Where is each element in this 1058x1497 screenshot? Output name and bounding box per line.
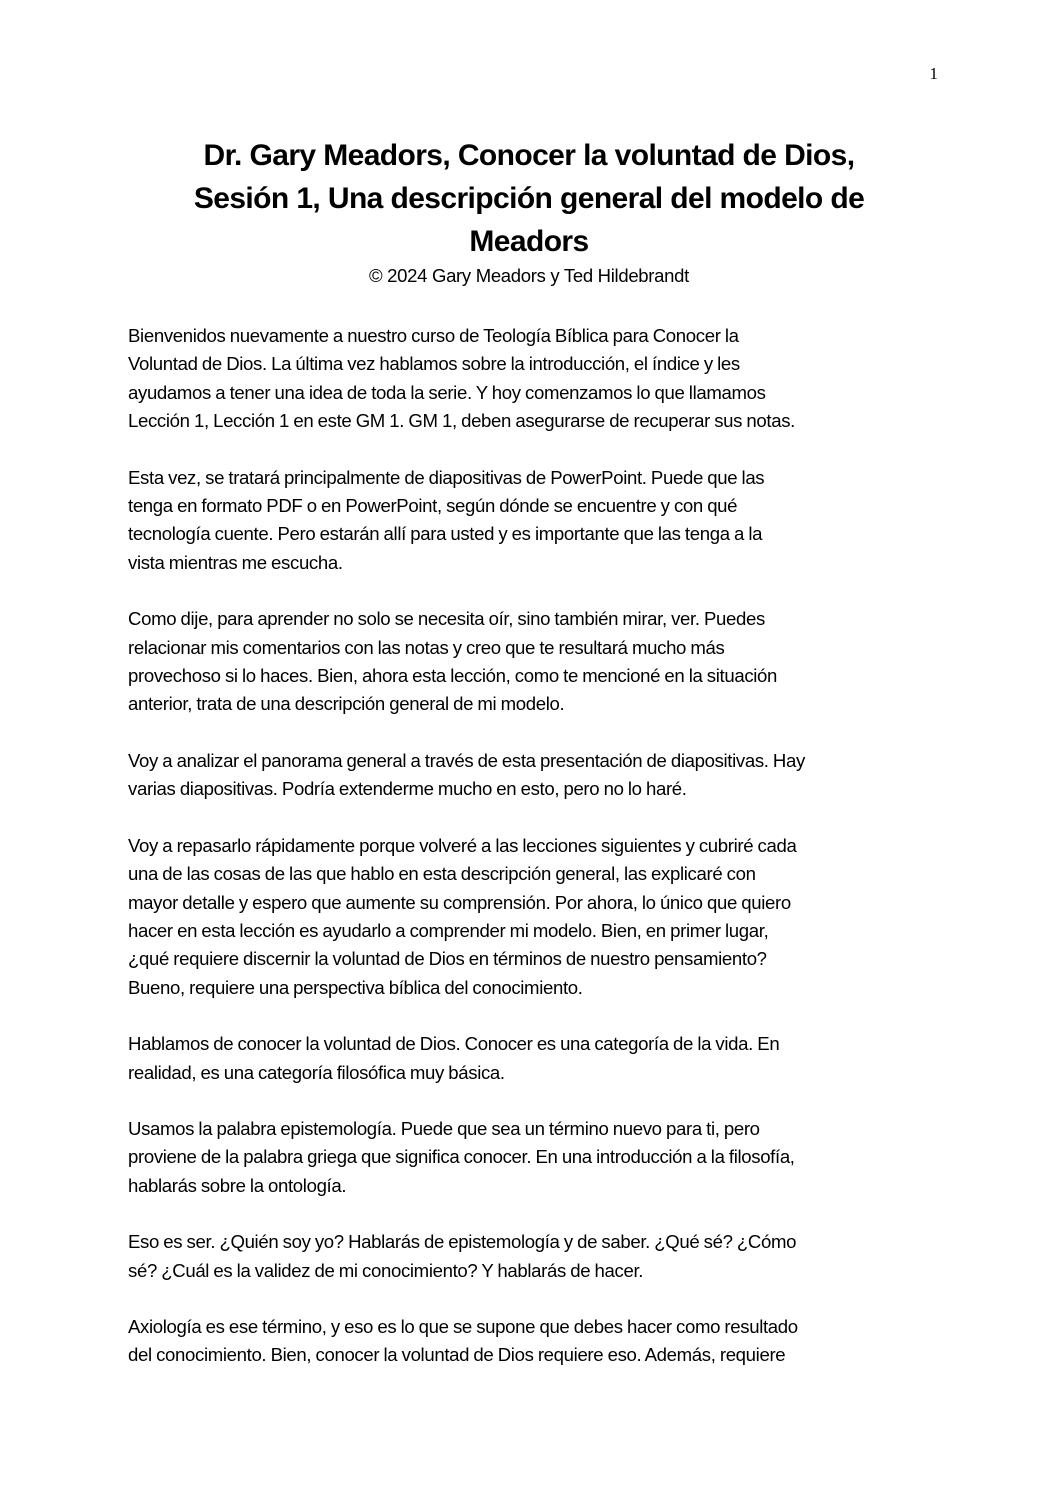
text-line: sé? ¿Cuál es la validez de mi conocimiento? Y hablarás de hacer.: [128, 1259, 644, 1281]
text-line: Bienvenidos nuevamente a nuestro curso de Teología Bíblica para Conocer la: [128, 325, 739, 346]
text-line: mayor detalle y espero que aumente su comprensión. Por ahora, lo único que quiero: [128, 891, 791, 913]
text-line: hacer en esta lección es ayudarlo a comprender mi modelo. Bien, en primer lugar,: [128, 919, 769, 941]
text-line: relacionar mis comentarios con las notas y creo que te resultará mucho más: [128, 636, 725, 658]
text-line: Axiología es ese término, y eso es lo que se supone que debes hacer como resultado: [128, 1315, 798, 1337]
copyright-notice: © 2024 Gary Meadors y Ted Hildebrandt: [369, 265, 689, 286]
title-line: Dr. Gary Meadors, Conocer la voluntad de Dios,: [203, 139, 855, 172]
page-number: 1: [929, 64, 938, 83]
paragraph-slides: [128, 464, 948, 578]
text-line: ¿qué requiere discernir la voluntad de Dios en términos de nuestro pensamiento?: [128, 948, 767, 970]
text-line: una de las cosas de las que hablo en esta descripción general, las explicaré con: [128, 863, 756, 885]
text-line: del conocimiento. Bien, conocer la voluntad de Dios requiere eso. Además, requiere: [128, 1344, 786, 1366]
title-line: Meadors: [469, 225, 589, 258]
text-line: ayudamos a tener una idea de toda la serie. Y hoy comenzamos lo que llamamos: [128, 381, 766, 403]
text-line: provechoso si lo haces. Bien, ahora esta lección, como te mencioné en la situación: [128, 665, 778, 687]
text-line: tenga en formato PDF o en PowerPoint, según dónde se encuentre y con qué: [128, 495, 738, 517]
text-line: Usamos la palabra epistemología. Puede que sea un término nuevo para ti, pero: [128, 1117, 760, 1139]
text-line: Voy a analizar el panorama general a través de esta presentación de diapositivas. Hay: [128, 749, 805, 771]
text-line: Voy a repasarlo rápidamente porque volveré a las lecciones siguientes y cubriré cada: [128, 834, 797, 856]
paragraph-epistemology: [128, 1115, 948, 1200]
text-line: Como dije, para aprender no solo se necesita oír, sino también mirar, ver. Puedes: [128, 608, 765, 630]
paragraph-axiology: [128, 1313, 948, 1370]
text-line: Bueno, requiere una perspectiva bíblica del conocimiento.: [128, 976, 583, 998]
text-line: hablarás sobre la ontología.: [128, 1174, 347, 1196]
text-line: varias diapositivas. Podría extenderme mucho en esto, pero no lo haré.: [128, 778, 687, 800]
document-header: [128, 134, 930, 289]
document-body: [128, 322, 948, 1398]
paragraph-knowing: [128, 1030, 948, 1087]
text-line: Voluntad de Dios. La última vez hablamos sobre la introducción, el índice y les: [128, 353, 740, 375]
text-line: anterior, trata de una descripción general de mi modelo.: [128, 693, 565, 715]
paragraph-review: [128, 832, 948, 1002]
text-line: Esta vez, se tratará principalmente de diapositivas de PowerPoint. Puede que las: [128, 466, 765, 488]
text-line: Eso es ser. ¿Quién soy yo? Hablarás de epistemología y de saber. ¿Qué sé? ¿Cómo: [128, 1231, 797, 1253]
text-line: realidad, es una categoría filosófica muy básica.: [128, 1061, 505, 1083]
text-line: Lección 1, Lección 1 en este GM 1. GM 1, deben asegurarse de recuperar sus notas.: [128, 410, 795, 432]
paragraph-welcome: [128, 322, 948, 436]
text-line: proviene de la palabra griega que significa conocer. En una introducción a la filosofía,: [128, 1146, 795, 1168]
paragraph-being: [128, 1228, 948, 1285]
paragraph-learning: [128, 605, 948, 719]
document-title: [128, 134, 930, 263]
paragraph-overview: [128, 747, 948, 804]
text-line: tecnología cuente. Pero estarán allí para usted y es importante que las tenga a la: [128, 523, 763, 545]
text-line: Hablamos de conocer la voluntad de Dios. Conocer es una categoría de la vida. En: [128, 1033, 780, 1055]
text-line: vista mientras me escucha.: [128, 551, 343, 573]
title-line: Sesión 1, Una descripción general del modelo de: [193, 182, 865, 215]
